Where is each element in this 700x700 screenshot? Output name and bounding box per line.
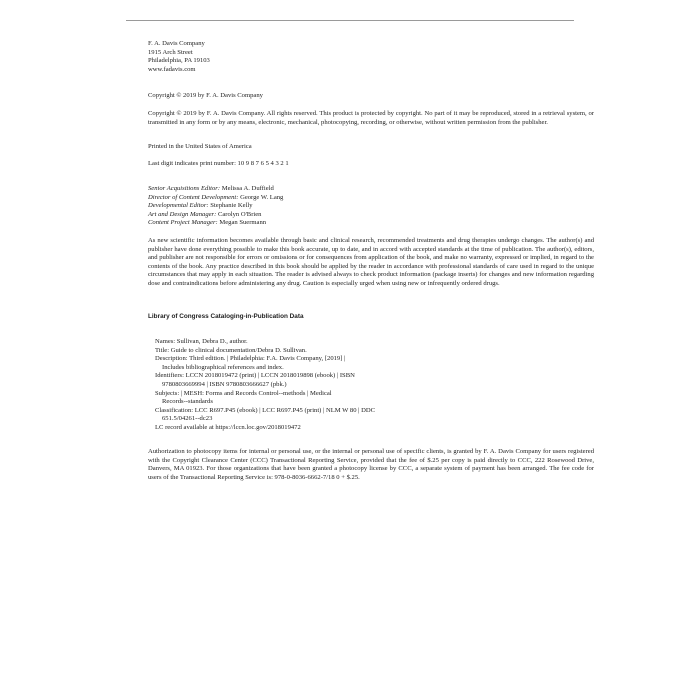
cip-line: 651.5/04261--dc23 — [162, 415, 213, 423]
credit-line — [148, 211, 594, 220]
credit-role: Developmental Editor: — [148, 202, 209, 210]
credit-line — [148, 202, 594, 211]
cip-line: LC record available at https://lccn.loc.gov/2018019472 — [155, 423, 301, 431]
credit-role: Director of Content Development: — [148, 193, 239, 201]
credit-role: Senior Acquisitions Editor: — [148, 185, 221, 192]
credit-role: Content Project Manager: — [148, 219, 218, 227]
cip-line: Records--standards — [162, 398, 213, 406]
publisher-address — [148, 40, 594, 74]
credit-name: George W. Lang — [240, 193, 284, 201]
address-line: Philadelphia, PA 19103 — [148, 57, 210, 65]
cip-line: Includes bibliographical references and index. — [162, 363, 284, 371]
credit-line — [148, 219, 594, 228]
rights-text: Copyright © 2019 by F. A. Davis Company. All rights reserved. This product is protected by copyright. No part of it may be reproduced, stored in a retrieval system, or transmitted in any form or by any means, electronic, mechanical, photocopying, recording, or otherwise, without written permission from the publisher. — [148, 110, 594, 126]
credit-name: Stephanie Kelly — [210, 202, 253, 210]
credit-name: Megan Suermann — [219, 219, 267, 227]
address-line: 1915 Arch Street — [148, 48, 193, 56]
credit-role: Art and Design Manager: — [148, 210, 217, 218]
address-line: www.fadavis.com — [148, 65, 196, 73]
credits-list — [148, 185, 594, 228]
rights-statement — [148, 110, 594, 127]
cip-data — [155, 338, 601, 433]
cip-line: 9780803669994 | ISBN 9780803666627 (pbk.) — [162, 380, 287, 388]
credit-name: Carolyn O'Brien — [217, 210, 262, 218]
credit-line — [148, 194, 594, 203]
copyright-text: Copyright © 2019 by F. A. Davis Company — [148, 92, 263, 99]
print-number — [148, 160, 594, 169]
credit-name: Melissa A. Duffield — [221, 185, 274, 192]
cip-line: Title: Guide to clinical documentation/Debra D. Sullivan. — [155, 346, 307, 354]
cip-line: Names: Sullivan, Debra D., author. — [155, 338, 248, 345]
printed-in — [148, 143, 594, 152]
authorization — [148, 448, 594, 482]
cip-heading — [148, 313, 594, 322]
top-rule — [126, 20, 574, 21]
disclaimer — [148, 237, 594, 289]
cip-line: Classification: LCC R697.P45 (ebook) | LCC R697.P45 (print) | NLM W 80 | DDC — [155, 406, 376, 414]
cip-line: Description: Third edition. | Philadelphia: F.A. Davis Company, [2019] | — [155, 355, 346, 363]
copyright-line — [148, 92, 594, 101]
credit-line — [148, 185, 594, 194]
cip-line: Identifiers: LCCN 2018019472 (print) | LCCN 2018019898 (ebook) | ISBN — [155, 372, 355, 380]
disclaimer-text: As new scientific information becomes available through basic and clinical research, recommended treatments and drug therapies undergo changes. The author(s) and publisher have done everything possible to make this book accurate, up to date, and in accord with accepted standards at the time of publication. The author(s), editors, and publisher are not responsible for errors or omissions or for consequences from application of the book, and make no warranty, expressed or implied, in regard to the contents of the book. Any practice described in this book should be applied by the reader in accordance with professional standards of care used in regard to the unique circumstances that may apply in each situation. The reader is advised always to check product information (package inserts) for changes and new information regarding dose and contraindications before administering any drug. Caution is especially urged when using new or infrequently ordered drugs. — [148, 237, 594, 287]
print-number-text: Last digit indicates print number: 10 9 8 7 6 5 4 3 2 1 — [148, 160, 289, 167]
cip-line: Subjects: | MESH: Forms and Records Control--methods | Medical — [155, 389, 332, 397]
address-line: F. A. Davis Company — [148, 40, 205, 47]
printed-in-text: Printed in the United States of America — [148, 143, 252, 150]
authorization-text: Authorization to photocopy items for internal or personal use, or the internal or personal use of specific clients, is granted by F. A. Davis Company for users registered with the Copyright Clearance Center (CCC) Transactional Reporting Service, provided that the fee of $.25 per copy is paid directly to CCC, 222 Rosewood Drive, Danvers, MA 01923. For those organizations that have been granted a photocopy license by CCC, a separate system of payment has been arranged. The fee code for users of the Transactional Reporting Service is: 978-0-8036-6662-7/18 0 + $.25. — [148, 448, 594, 481]
cip-heading-text: Library of Congress Cataloging-in-Publication Data — [148, 313, 304, 320]
